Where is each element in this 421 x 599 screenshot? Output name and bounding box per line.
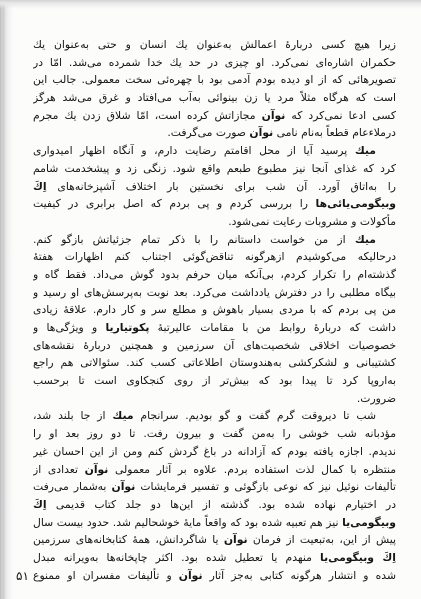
text-segment: مؤدبانه شب خوشی را به‌من گفت و بیرون رفت. تا دو روز بعد او را [33, 427, 396, 441]
text-line [33, 390, 396, 408]
text-segment: تألیفات نوئیل نیز که نوعی بازگوئی و تفسیر فرمایشات [135, 480, 396, 494]
bold-name: اِكَ [33, 497, 47, 511]
text-segment: ندیدم. اجازه یافته بودم که آزادانه در باغ گردش کنم ومن از این احسان غیر [33, 444, 396, 458]
text-segment: مجازاتش کرده است، امّا شلاق زدن یك مجرم [33, 108, 262, 122]
text-segment: شب تا دیروقت گرم گفت و گو بودیم. سرانجام [133, 409, 377, 423]
text-segment: و تألیفات مفسران او ممنوع [33, 568, 179, 582]
bold-name: نوآن [84, 462, 109, 476]
text-line [33, 567, 396, 585]
text-segment: پیش از این، به‌تبعیت از فرمان [247, 533, 396, 547]
text-line [33, 319, 396, 337]
bold-name: وبیگومی‌یائی‌ها [315, 197, 396, 211]
text-segment: من پی بردم که با مردی بسیار باهوش و مطلع سر و کار دارم. علاقهٔ زیادی [33, 303, 396, 317]
bold-name: نوآن [178, 568, 203, 582]
text-line [33, 478, 396, 496]
text-line [33, 443, 396, 461]
text-line [33, 372, 396, 390]
bold-name: نوآن [249, 126, 274, 140]
text-segment: گذشته‌ام را تکرار کردم، بی‌آنکه میان حرفم بدود گوش می‌داد. فقط گاه و [33, 267, 396, 281]
text-segment: کسی ادعا نمی‌کرد که [285, 108, 396, 122]
text-segment: منهدم یا تعطیل شده بود. اکثر چاپخانه‌ها به‌ویرانه مبدل [33, 550, 321, 564]
bold-name: میك [112, 409, 134, 423]
text-line [33, 461, 396, 479]
text-segment: منتظره با کمال لذت استفاده بردم. علاوه بر آثار معمولی [108, 462, 396, 476]
text-line [33, 178, 396, 196]
paragraph [33, 407, 396, 584]
text-segment: از جا بلند شد، [33, 409, 113, 423]
text-line [33, 514, 396, 532]
text-segment: پرسید آیا از محل اقامتم رضایت دارم، و آنگاه اظهار امیدواری [33, 144, 355, 158]
bold-name: میك [354, 232, 376, 246]
text-line [33, 337, 396, 355]
scan-edge-shadow-left [0, 0, 14, 599]
text-line [33, 124, 396, 142]
scan-edge-shadow-top [0, 0, 421, 9]
text-line [33, 549, 396, 567]
text-line [33, 142, 396, 160]
text-segment: درملاءعام قطعاً به‌نام نامی [273, 126, 396, 140]
text-segment: در اختیارم نهاده شده بود. گذشته از این‌ها دو جلد کتاب قدیمی [46, 497, 396, 511]
text-line [33, 531, 396, 549]
bold-name: میك [354, 144, 376, 158]
text-line [33, 301, 396, 319]
bold-name: اِكَ وبیگومی‌یا [320, 550, 396, 564]
text-segment: را به‌اتاق آورد. آن شب برای نخستین بار اختلاف آشپزخانه‌های [46, 179, 396, 193]
text-segment: مأکولات و مشروبات رعایت نمی‌شود. [228, 214, 396, 228]
text-line [33, 160, 396, 178]
text-line [33, 407, 396, 425]
text-segment: ضرورت. [356, 391, 396, 405]
bold-name: نوآن [111, 480, 136, 494]
bold-name: وبیگومی‌یا [342, 515, 396, 529]
bold-name: اِكَ [33, 179, 47, 193]
text-segment: خصوصیات اخلاقی شخصیت‌های آن سرزمین و همچنین دربارهٔ نقشه‌های [33, 338, 396, 352]
paragraph [33, 142, 396, 230]
text-segment: به‌شمار می‌رفت [33, 480, 112, 494]
text-segment: تصویرهائی که از او دیده بودم آدمی بود با چهره‌ئی سخت معمولی. جالب این [33, 73, 396, 87]
bold-name: پکوتیاریا [105, 321, 150, 334]
text-segment: داشت که دربارهٔ روابط من با مقامات عالیرتبهٔ [149, 321, 396, 334]
text-line [33, 71, 396, 89]
text-segment: بیگاه مطلبی را در دفترش یادداشت می‌کرد. بعد نوبت به‌پرسش‌های او رسید و [33, 285, 396, 299]
text-line [33, 496, 396, 514]
text-line [33, 213, 396, 231]
text-segment: و ویژگی‌ها و [33, 321, 106, 334]
text-segment: نیز هم تعبیه شده بود که واقعاً مایهٔ خوشحالیم شد. حدود بیست سال [33, 515, 343, 529]
text-line [33, 54, 396, 72]
text-segment: شده و انتشار هرگونه کتابی به‌جز آثار [202, 568, 396, 582]
text-line [33, 195, 396, 213]
text-line [33, 36, 396, 54]
text-segment: حکمران اشاره‌ای نمی‌کرد. او چیزی در حد یك خدا شمرده می‌شد. امّا در [33, 55, 396, 69]
paragraph [33, 36, 396, 142]
text-segment: درحالیکه می‌کوشیدم ازهرگونه تناقض‌گوئی اجتناب کنم اظهارات هفتهٔ [33, 250, 396, 264]
text-block [33, 36, 396, 584]
text-segment: به‌اروپا کرد تا پیدا بود که بیش‌تر از روی کنجکاوی است تا برحسب [33, 374, 396, 388]
text-line [33, 425, 396, 443]
text-line [33, 231, 396, 249]
text-segment: زیرا هیچ کسی دربارهٔ اعمالش به‌عنوان یك انسان و حتی به‌عنوان یك [33, 38, 396, 51]
text-segment: کشتیبانی و لشکرکشی به‌هندوستان اطلاعاتی کسب کند. سئوالاتی هم راجع [33, 356, 396, 370]
text-line [33, 266, 396, 284]
text-line [33, 89, 396, 107]
text-segment: است که هرگاه مثلاً مرد یا زن بینوائی به‌آب می‌افتاد و غرق می‌شد هرگز [33, 91, 396, 105]
text-segment: یا شاگردانش، همهٔ کتابخانه‌های سرزمین [33, 533, 224, 547]
bold-name: نوآن [261, 108, 286, 122]
text-line [33, 284, 396, 302]
text-line [33, 107, 396, 125]
bold-name: نوآن [223, 533, 248, 547]
page-number: ۵۱ [16, 569, 29, 583]
paragraph [33, 231, 396, 408]
text-segment: را بررسی کردم و پی بردم که اصل برابری در کیفیت [33, 197, 316, 211]
text-segment: صورت می‌گرفت. [167, 126, 250, 140]
text-segment: تعدادی از [33, 462, 85, 476]
text-line [33, 248, 396, 266]
text-segment: از من خواست داستانم را با ذکر تمام جزئیاتش بازگو کنم. [33, 232, 355, 246]
text-line [33, 354, 396, 372]
text-segment: کرد که غذای آنجا نیز مطبوع طبعم واقع شود. زنگی زد و پیشخدمت شامم [33, 161, 396, 175]
